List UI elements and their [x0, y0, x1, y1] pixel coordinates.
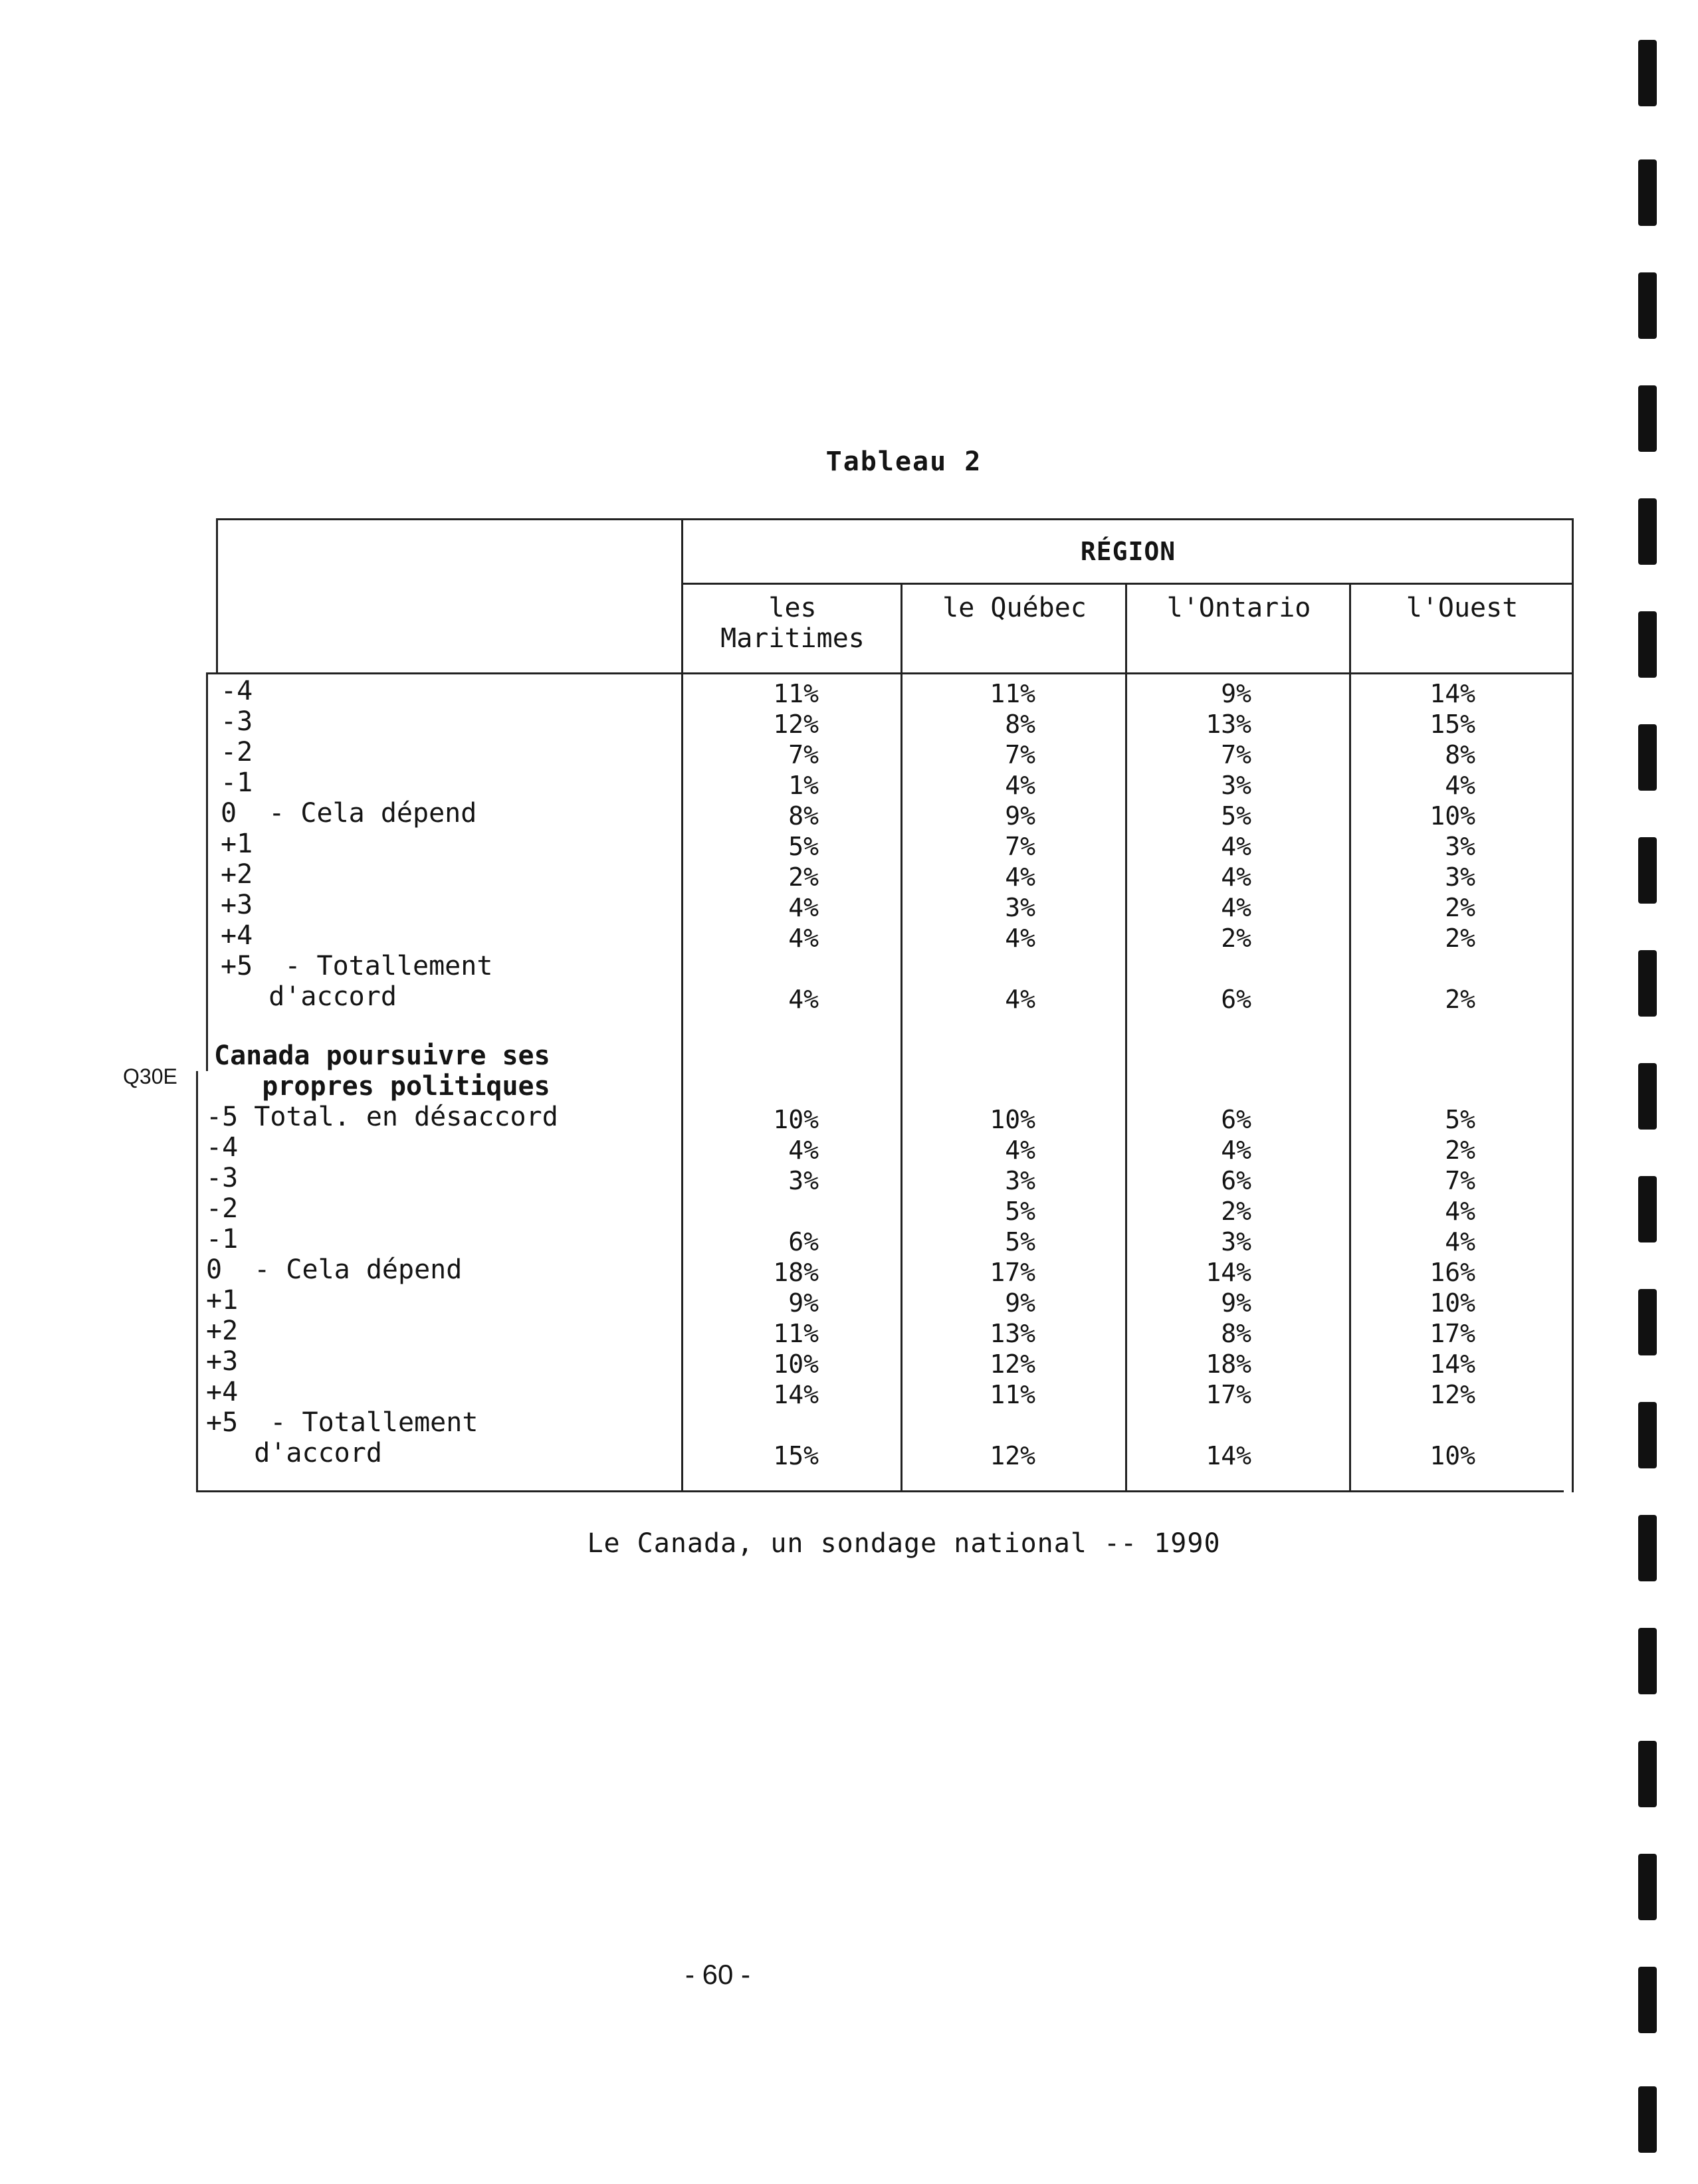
- section-a-cell: 2%: [788, 862, 819, 892]
- section-a-cell: 5%: [788, 832, 819, 861]
- section-b-cell: 17%: [1430, 1319, 1475, 1348]
- section-a-cell: 7%: [1005, 832, 1035, 861]
- section-a-row-label: +5 - Totallement: [221, 951, 493, 981]
- section-b-row-label: +2: [206, 1316, 239, 1346]
- section-a-row-label: -3: [221, 706, 253, 737]
- section-b-cell: 14%: [1206, 1441, 1251, 1470]
- binding-hole: [1638, 498, 1657, 565]
- section-b-cell: 4%: [1005, 1136, 1035, 1165]
- section-a-cell: 2%: [1445, 924, 1475, 953]
- binding-hole: [1638, 611, 1657, 678]
- section-b-row-label: -3: [206, 1163, 239, 1193]
- section-a-cell: 4%: [1221, 893, 1251, 922]
- section-a-cell: 5%: [1221, 801, 1251, 831]
- section-a-cell: 7%: [788, 740, 819, 769]
- section-b-cell: 12%: [1430, 1380, 1475, 1409]
- section-b-row-label: -1: [206, 1224, 239, 1254]
- section-a-cell: 3%: [1005, 893, 1035, 922]
- section-a-cell: 8%: [1445, 740, 1475, 769]
- binding-hole: [1638, 159, 1657, 226]
- section-b-cell: 5%: [1005, 1227, 1035, 1256]
- section-b-cell: 14%: [773, 1380, 819, 1409]
- section-b-cell: 3%: [1221, 1227, 1251, 1256]
- section-b-cell: 18%: [1206, 1349, 1251, 1379]
- binding-hole: [1638, 1515, 1657, 1581]
- binding-hole: [1638, 272, 1657, 339]
- section-a-cell: 2%: [1445, 893, 1475, 922]
- binding-hole: [1638, 724, 1657, 791]
- section-a-cell: 2%: [1445, 985, 1475, 1014]
- section-b-cell: 8%: [1221, 1319, 1251, 1348]
- section-b-cell: 12%: [990, 1349, 1035, 1379]
- section-b-cell: 17%: [1206, 1380, 1251, 1409]
- col-header-ontario: l'Ontario: [1166, 593, 1311, 623]
- binding-hole: [1638, 1628, 1657, 1694]
- binding-hole: [1638, 1967, 1657, 2033]
- section-b-row-label: -5 Total. en désaccord: [206, 1102, 558, 1132]
- section-b-cell: 3%: [788, 1166, 819, 1195]
- section-a-cell: 4%: [1005, 924, 1035, 953]
- binding-hole: [1638, 1402, 1657, 1468]
- section-b-row-label: d'accord: [206, 1438, 382, 1468]
- section-a-row-label: -1: [221, 767, 253, 798]
- section-b-heading-1: Canada poursuivre ses: [214, 1041, 550, 1071]
- binding-hole: [1638, 2086, 1657, 2153]
- section-b-cell: 16%: [1430, 1258, 1475, 1287]
- section-a-cell: 14%: [1430, 679, 1475, 708]
- page-number: - 60 -: [685, 1959, 751, 1990]
- section-a-cell: 4%: [1005, 862, 1035, 892]
- section-a-cell: 13%: [1206, 710, 1251, 739]
- binding-hole: [1638, 837, 1657, 904]
- binding-holes: [1638, 40, 1665, 2153]
- section-b-cell: 2%: [1221, 1197, 1251, 1226]
- binding-hole: [1638, 1176, 1657, 1242]
- binding-hole: [1638, 1289, 1657, 1355]
- section-b-row-label: +1: [206, 1285, 239, 1316]
- section-b-cell: 10%: [1430, 1288, 1475, 1318]
- section-b-cell: 14%: [1430, 1349, 1475, 1379]
- section-a-cell: 1%: [788, 771, 819, 800]
- section-b-cell: 9%: [1005, 1288, 1035, 1318]
- section-b-row-label: +5 - Totallement: [206, 1407, 478, 1438]
- binding-hole: [1638, 1854, 1657, 1920]
- section-a-cell: 3%: [1221, 771, 1251, 800]
- section-a-cell: 8%: [788, 801, 819, 831]
- section-a-row-label: 0 - Cela dépend: [221, 798, 477, 829]
- section-b-cell: 15%: [773, 1441, 819, 1470]
- section-b-cell: 13%: [990, 1319, 1035, 1348]
- section-b-cell: 11%: [773, 1319, 819, 1348]
- section-a-cell: 7%: [1005, 740, 1035, 769]
- section-b-cell: 6%: [1221, 1105, 1251, 1134]
- binding-hole: [1638, 1741, 1657, 1807]
- section-a-cell: 2%: [1221, 924, 1251, 953]
- section-b-cell: 17%: [990, 1258, 1035, 1287]
- section-a-row-label: +2: [221, 859, 253, 890]
- section-a-cell: 4%: [788, 924, 819, 953]
- section-b-cell: 6%: [1221, 1166, 1251, 1195]
- section-a-row-label: -4: [221, 676, 253, 706]
- section-a-row-label: +3: [221, 890, 253, 920]
- section-b-cell: 3%: [1005, 1166, 1035, 1195]
- region-header: RÉGION: [1080, 537, 1176, 566]
- section-b-cell: 4%: [1445, 1227, 1475, 1256]
- col-header-quebec: le Québec: [942, 593, 1087, 623]
- section-a-cell: 6%: [1221, 985, 1251, 1014]
- section-b-cell: 9%: [1221, 1288, 1251, 1318]
- section-a-cell: 15%: [1430, 710, 1475, 739]
- section-a-cell: 4%: [788, 893, 819, 922]
- binding-hole: [1638, 40, 1657, 106]
- section-a-cell: 11%: [990, 679, 1035, 708]
- section-b-cell: 11%: [990, 1380, 1035, 1409]
- section-b-cell: 5%: [1445, 1105, 1475, 1134]
- section-b-cell: 18%: [773, 1258, 819, 1287]
- section-b-cell: 7%: [1445, 1166, 1475, 1195]
- section-b-cell: 10%: [990, 1105, 1035, 1134]
- section-b-cell: 12%: [990, 1441, 1035, 1470]
- section-a-cell: 9%: [1221, 679, 1251, 708]
- section-a-row-label: +4: [221, 920, 253, 951]
- section-b-cell: 10%: [1430, 1441, 1475, 1470]
- section-b-heading-2: propres politiques: [214, 1071, 550, 1102]
- question-code: Q30E: [123, 1064, 177, 1088]
- section-b-cell: 5%: [1005, 1197, 1035, 1226]
- table-caption: Le Canada, un sondage national -- 1990: [587, 1528, 1221, 1559]
- section-a-cell: 10%: [1430, 801, 1475, 831]
- section-a-cell: 4%: [788, 985, 819, 1014]
- section-a-cell: 4%: [1221, 832, 1251, 861]
- binding-hole: [1638, 950, 1657, 1017]
- section-b-cell: 2%: [1445, 1136, 1475, 1165]
- col-header-ouest: l'Ouest: [1406, 593, 1519, 623]
- section-b-cell: 6%: [788, 1227, 819, 1256]
- section-a-cell: 8%: [1005, 710, 1035, 739]
- section-a-cell: 12%: [773, 710, 819, 739]
- section-a-cell: 4%: [1221, 862, 1251, 892]
- section-b-cell: 9%: [788, 1288, 819, 1318]
- section-b-cell: 10%: [773, 1105, 819, 1134]
- section-b-row-label: -2: [206, 1193, 239, 1224]
- section-a-cell: 9%: [1005, 801, 1035, 831]
- section-b-cell: 4%: [1445, 1197, 1475, 1226]
- section-a-row-label: d'accord: [221, 981, 397, 1012]
- section-a-cell: 7%: [1221, 740, 1251, 769]
- section-a-cell: 4%: [1005, 771, 1035, 800]
- section-b-cell: 10%: [773, 1349, 819, 1379]
- section-b-row-label: +3: [206, 1346, 239, 1377]
- section-b-cell: 4%: [1221, 1136, 1251, 1165]
- section-a-row-label: -2: [221, 737, 253, 767]
- table-title: Tableau 2: [825, 447, 982, 477]
- col-header-maritimes: les Maritimes: [720, 593, 865, 654]
- section-a-cell: 4%: [1005, 985, 1035, 1014]
- section-a-row-label: +1: [221, 829, 253, 859]
- section-a-cell: 3%: [1445, 832, 1475, 861]
- section-b-row-label: +4: [206, 1377, 239, 1407]
- section-b-cell: 14%: [1206, 1258, 1251, 1287]
- binding-hole: [1638, 385, 1657, 452]
- section-a-cell: 3%: [1445, 862, 1475, 892]
- section-a-cell: 4%: [1445, 771, 1475, 800]
- section-b-row-label: 0 - Cela dépend: [206, 1254, 463, 1285]
- section-b-row-label: -4: [206, 1132, 239, 1163]
- section-a-cell: 11%: [773, 679, 819, 708]
- binding-hole: [1638, 1063, 1657, 1130]
- section-b-cell: 4%: [788, 1136, 819, 1165]
